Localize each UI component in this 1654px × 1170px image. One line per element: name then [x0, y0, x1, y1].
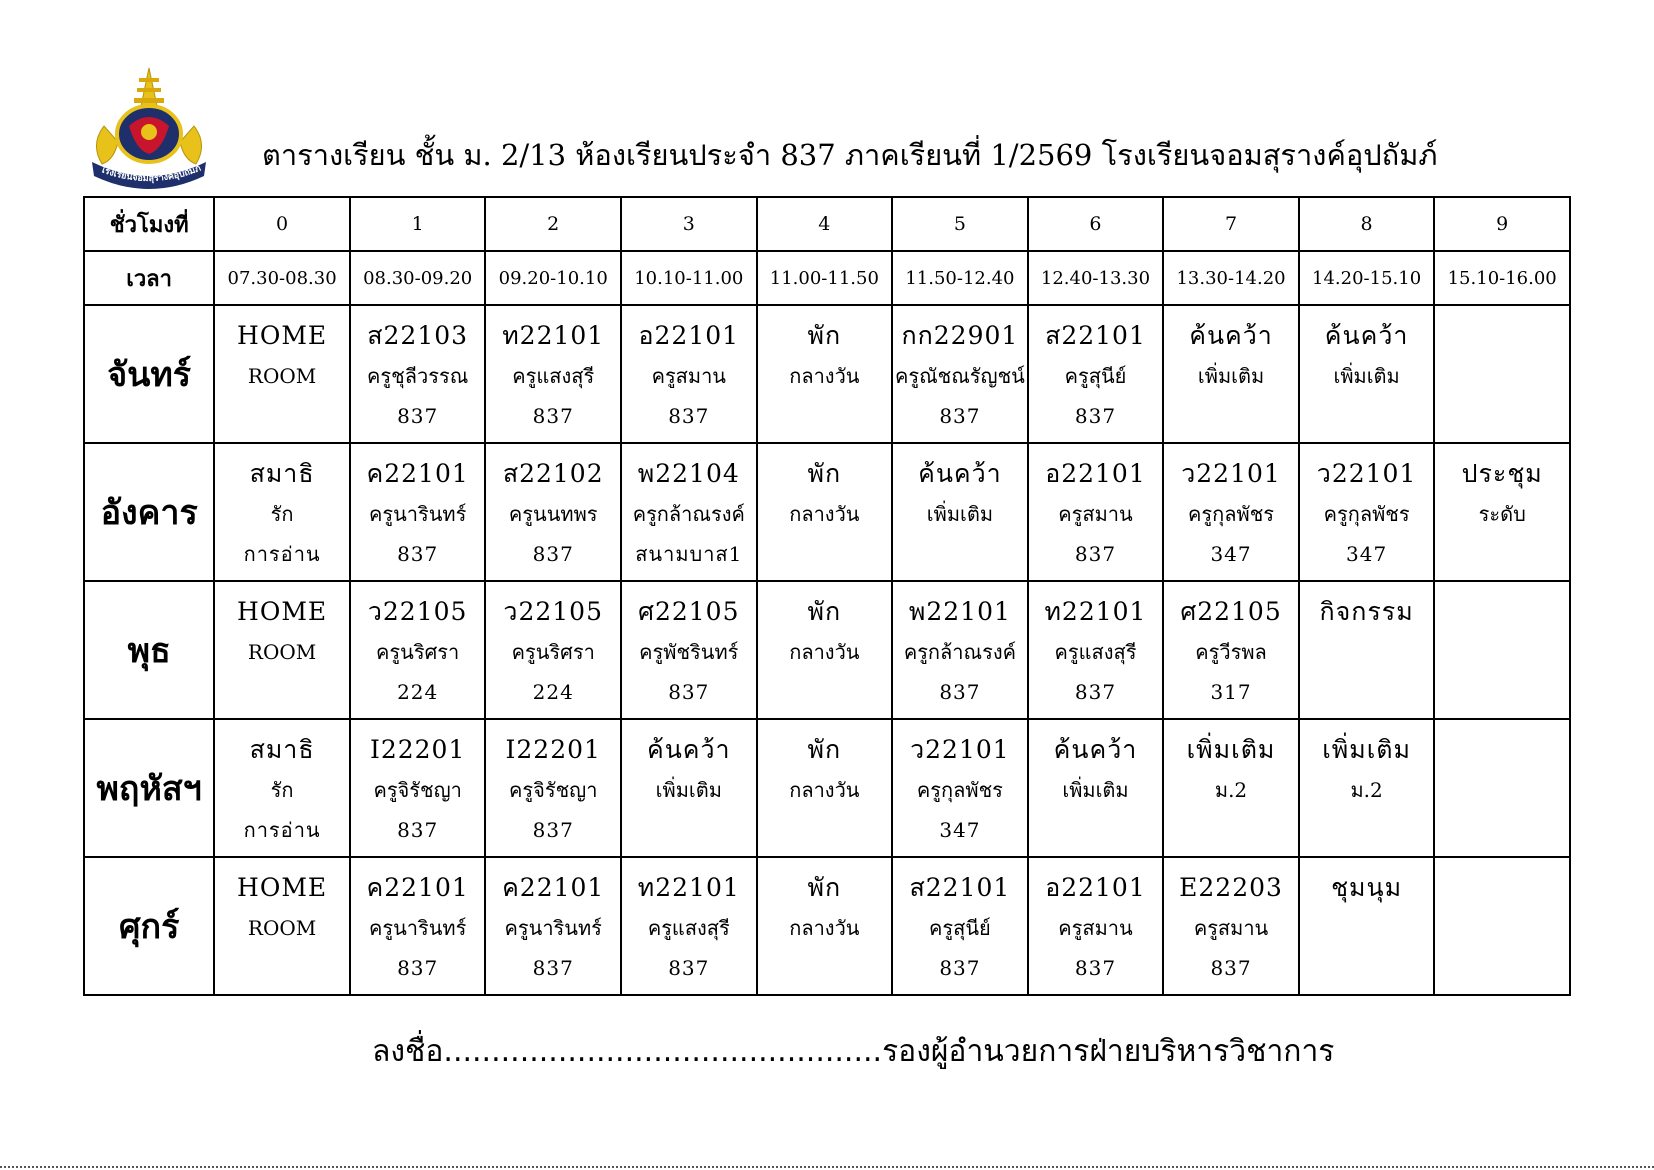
subject-code: พัก — [807, 597, 842, 626]
subject-code: พัก — [807, 459, 842, 488]
period-number: 1 — [350, 197, 486, 251]
teacher-name: ครูนนทพร — [508, 502, 598, 526]
time-header-row — [84, 251, 1570, 305]
subject-code: ท22101 — [1044, 597, 1147, 626]
schedule-cell — [1299, 443, 1435, 581]
schedule-cell — [621, 857, 757, 995]
room-number: 837 — [668, 680, 710, 704]
subject-code: ส22101 — [909, 873, 1011, 902]
period-header-row — [84, 197, 1570, 251]
day-row — [84, 443, 1570, 581]
subject-code: I22201 — [369, 735, 466, 764]
teacher-name: ROOM — [247, 916, 317, 940]
schedule-cell — [1299, 719, 1435, 857]
teacher-name: ครูวีรพล — [1195, 640, 1267, 664]
room-number: 837 — [397, 404, 439, 428]
period-header-label: ชั่วโมงที่ — [84, 197, 214, 251]
schedule-cell — [892, 443, 1028, 581]
schedule-cell — [350, 719, 486, 857]
schedule-cell — [350, 305, 486, 443]
time-slot: 11.00-11.50 — [757, 251, 893, 305]
time-header-label: เวลา — [84, 251, 214, 305]
day-row — [84, 857, 1570, 995]
teacher-name: ม.2 — [1214, 778, 1248, 802]
schedule-cell — [1028, 305, 1164, 443]
subject-code: ศ22105 — [1180, 597, 1282, 626]
subject-code: ท22101 — [502, 321, 605, 350]
subject-code: พัก — [807, 873, 842, 902]
period-number: 8 — [1299, 197, 1435, 251]
subject-code: ท22101 — [637, 873, 740, 902]
subject-code: ส22102 — [502, 459, 604, 488]
schedule-cell — [1299, 857, 1435, 995]
subject-code: พ22101 — [908, 597, 1011, 626]
subject-code: กก22901 — [901, 321, 1019, 350]
schedule-cell — [1028, 581, 1164, 719]
subject-code: ศ22105 — [638, 597, 740, 626]
subject-code: พ22104 — [637, 459, 740, 488]
subject-code: สมาธิ — [249, 459, 315, 488]
teacher-name: รัก — [270, 778, 294, 802]
subject-code: ค22101 — [366, 873, 469, 902]
day-row — [84, 581, 1570, 719]
schedule-cell — [1028, 443, 1164, 581]
room-number: การอ่าน — [243, 818, 321, 842]
teacher-name: ครูณัชณรัญชน์ — [894, 364, 1025, 388]
room-number: 347 — [939, 818, 981, 842]
period-number: 3 — [621, 197, 757, 251]
teacher-name: ครูนริศรา — [511, 640, 595, 664]
schedule-cell — [757, 443, 893, 581]
room-number: 837 — [532, 404, 574, 428]
subject-code: ค้นคว้า — [646, 735, 731, 764]
time-slot: 12.40-13.30 — [1028, 251, 1164, 305]
schedule-cell — [1028, 719, 1164, 857]
subject-code: ค้นคว้า — [1324, 321, 1409, 350]
teacher-name: ครูพัชรินทร์ — [639, 640, 739, 664]
schedule-cell — [1163, 857, 1299, 995]
schedule-cell — [1434, 443, 1570, 581]
schedule-cell — [485, 581, 621, 719]
teacher-name: เพิ่มเติม — [926, 502, 994, 526]
schedule-cell — [1163, 719, 1299, 857]
teacher-name: ครูกุลพัชร — [1188, 502, 1275, 526]
schedule-cell — [1434, 305, 1570, 443]
subject-code: ว22101 — [1181, 459, 1281, 488]
room-number: 837 — [1074, 542, 1117, 566]
schedule-cell — [892, 719, 1028, 857]
day-name: พฤหัสฯ — [84, 719, 214, 857]
subject-code: ว22105 — [503, 597, 603, 626]
teacher-name: กลางวัน — [789, 916, 860, 940]
teacher-name: เพิ่มเติม — [1197, 364, 1265, 388]
teacher-name: ครูสมาน — [1193, 916, 1269, 940]
schedule-cell — [1299, 305, 1435, 443]
room-number: 837 — [1074, 404, 1117, 428]
room-number: 347 — [1346, 542, 1388, 566]
room-number: 837 — [668, 956, 710, 980]
schedule-cell — [1028, 857, 1164, 995]
subject-code: พัก — [807, 735, 842, 764]
teacher-name: ครูกุลพัชร — [1323, 502, 1410, 526]
teacher-name: กลางวัน — [789, 364, 860, 388]
subject-code: สมาธิ — [249, 735, 315, 764]
time-slot: 11.50-12.40 — [892, 251, 1028, 305]
teacher-name: ระดับ — [1478, 502, 1526, 526]
subject-code: อ22101 — [1045, 459, 1146, 488]
teacher-name: ครูสมาน — [1058, 916, 1133, 940]
subject-code: ค้นคว้า — [1053, 735, 1138, 764]
teacher-name: เพิ่มเติม — [1333, 364, 1400, 388]
teacher-name: เพิ่มเติม — [1062, 778, 1129, 802]
schedule-cell — [350, 857, 486, 995]
schedule-cell — [892, 857, 1028, 995]
schedule-cell — [757, 305, 893, 443]
teacher-name: ครูสมาน — [651, 364, 726, 388]
teacher-name: กลางวัน — [789, 640, 860, 664]
day-name: พุธ — [84, 581, 214, 719]
time-slot: 07.30-08.30 — [214, 251, 350, 305]
subject-code: ว22101 — [1316, 459, 1417, 488]
subject-code: E22203 — [1179, 873, 1283, 902]
page-title: ตารางเรียน ชั้น ม. 2/13 ห้องเรียนประจำ 837 ภาคเรียนที่ 1/2569 โรงเรียนจอมสุรางค์อุปถัมภ์ — [262, 138, 1438, 172]
schedule-cell — [1434, 581, 1570, 719]
teacher-name: ครูกล้าณรงค์ — [632, 502, 745, 526]
teacher-name: ครูสุนีย์ — [1064, 364, 1127, 388]
room-number: 837 — [532, 542, 574, 566]
day-name: อังคาร — [84, 443, 214, 581]
teacher-name: เพิ่มเติม — [655, 778, 722, 802]
subject-code: กิจกรรม — [1319, 597, 1414, 626]
schedule-cell — [485, 443, 621, 581]
room-number: 317 — [1210, 680, 1252, 704]
schedule-cell — [350, 581, 486, 719]
signature-line: ลงชื่อ..............................................รองผู้อำนวยการฝ่ายบริหารวิชาการ — [372, 1034, 1335, 1069]
subject-code: ประชุม — [1461, 459, 1543, 488]
teacher-name: ครูแสงสุรี — [512, 364, 595, 388]
teacher-name: กลางวัน — [789, 502, 860, 526]
day-name: จันทร์ — [84, 305, 214, 443]
day-name: ศุกร์ — [84, 857, 214, 995]
teacher-name: ครูแสงสุรี — [1054, 640, 1137, 664]
schedule-cell — [1434, 857, 1570, 995]
period-number: 7 — [1163, 197, 1299, 251]
teacher-name: ครูแสงสุรี — [647, 916, 730, 940]
teacher-name: ROOM — [247, 364, 317, 388]
teacher-name: ครูสมาน — [1058, 502, 1133, 526]
period-number: 9 — [1434, 197, 1570, 251]
schedule-cell — [621, 305, 757, 443]
room-number: 224 — [532, 680, 574, 704]
teacher-name: ครูชุลีวรรณ — [367, 364, 469, 388]
room-number: 837 — [939, 956, 981, 980]
schedule-cell — [1163, 443, 1299, 581]
schedule-cell — [892, 581, 1028, 719]
time-slot: 14.20-15.10 — [1299, 251, 1435, 305]
schedule-cell — [1163, 581, 1299, 719]
room-number: 837 — [668, 404, 710, 428]
schedule-cell — [214, 305, 350, 443]
room-number: 837 — [1074, 680, 1117, 704]
teacher-name: ม.2 — [1350, 778, 1383, 802]
room-number: 837 — [1074, 956, 1117, 980]
period-number: 0 — [214, 197, 350, 251]
teacher-name: ครูนารินทร์ — [368, 916, 467, 940]
subject-code: อ22101 — [1045, 873, 1146, 902]
teacher-name: ครูจิรัชญา — [373, 778, 462, 802]
room-number: 837 — [532, 956, 574, 980]
schedule-cell — [214, 719, 350, 857]
period-number: 6 — [1028, 197, 1164, 251]
teacher-name: ครูกุลพัชร — [916, 778, 1003, 802]
page-bottom-divider — [0, 1166, 1654, 1170]
period-number: 5 — [892, 197, 1028, 251]
schedule-cell — [350, 443, 486, 581]
schedule-cell — [214, 581, 350, 719]
room-number: 837 — [939, 404, 981, 428]
schedule-cell — [214, 857, 350, 995]
time-slot: 15.10-16.00 — [1434, 251, 1570, 305]
subject-code: ส22103 — [367, 321, 469, 350]
subject-code: ว22101 — [910, 735, 1010, 764]
time-slot: 09.20-10.10 — [485, 251, 621, 305]
room-number: 837 — [397, 542, 439, 566]
subject-code: ค้นคว้า — [1189, 321, 1273, 350]
subject-code: HOME — [237, 597, 328, 626]
room-number: 837 — [532, 818, 574, 842]
schedule-cell — [757, 719, 893, 857]
schedule-cell — [485, 857, 621, 995]
schedule-cell — [892, 305, 1028, 443]
class-timetable — [83, 196, 1571, 996]
teacher-name: ครูนารินทร์ — [368, 502, 467, 526]
subject-code: HOME — [237, 321, 328, 350]
logo-caption: โรงเรียนจอมสุรางค์อุปถัมภ์ — [98, 163, 203, 185]
schedule-cell — [757, 857, 893, 995]
time-slot: 10.10-11.00 — [621, 251, 757, 305]
schedule-cell — [757, 581, 893, 719]
teacher-name: ครูสุนีย์ — [929, 916, 991, 940]
subject-code: ชุมนุม — [1331, 873, 1403, 902]
subject-code: HOME — [237, 873, 328, 902]
school-emblem-logo — [84, 66, 214, 196]
room-number: 837 — [939, 680, 981, 704]
subject-code: ส22101 — [1045, 321, 1146, 350]
teacher-name: ROOM — [247, 640, 317, 664]
room-number: การอ่าน — [243, 542, 321, 566]
schedule-cell — [1163, 305, 1299, 443]
time-slot: 08.30-09.20 — [350, 251, 486, 305]
room-number: 224 — [397, 680, 439, 704]
schedule-cell — [214, 443, 350, 581]
teacher-name: ครูกล้าณรงค์ — [903, 640, 1016, 664]
day-row — [84, 719, 1570, 857]
subject-code: ค22101 — [502, 873, 605, 902]
schedule-cell — [485, 719, 621, 857]
schedule-cell — [621, 443, 757, 581]
subject-code: เพิ่มเติม — [1322, 735, 1411, 764]
subject-code: ค22101 — [366, 459, 469, 488]
period-number: 4 — [757, 197, 893, 251]
teacher-name: กลางวัน — [789, 778, 860, 802]
room-number: 837 — [397, 956, 439, 980]
teacher-name: ครูนริศรา — [376, 640, 460, 664]
room-number: 837 — [1210, 956, 1252, 980]
schedule-cell — [621, 581, 757, 719]
teacher-name: ครูนารินทร์ — [504, 916, 602, 940]
teacher-name: ครูจิรัชญา — [509, 778, 598, 802]
schedule-cell — [485, 305, 621, 443]
room-number: 837 — [397, 818, 439, 842]
schedule-cell — [621, 719, 757, 857]
period-number: 2 — [485, 197, 621, 251]
schedule-cell — [1299, 581, 1435, 719]
room-number: สนามบาส1 — [635, 542, 743, 566]
subject-code: เพิ่มเติม — [1186, 735, 1276, 764]
subject-code: ค้นคว้า — [918, 459, 1002, 488]
teacher-name: รัก — [270, 502, 294, 526]
subject-code: อ22101 — [638, 321, 740, 350]
room-number: 347 — [1210, 542, 1252, 566]
time-slot: 13.30-14.20 — [1163, 251, 1299, 305]
subject-code: I22201 — [505, 735, 601, 764]
day-row — [84, 305, 1570, 443]
schedule-cell — [1434, 719, 1570, 857]
subject-code: พัก — [807, 321, 842, 350]
subject-code: ว22105 — [367, 597, 468, 626]
